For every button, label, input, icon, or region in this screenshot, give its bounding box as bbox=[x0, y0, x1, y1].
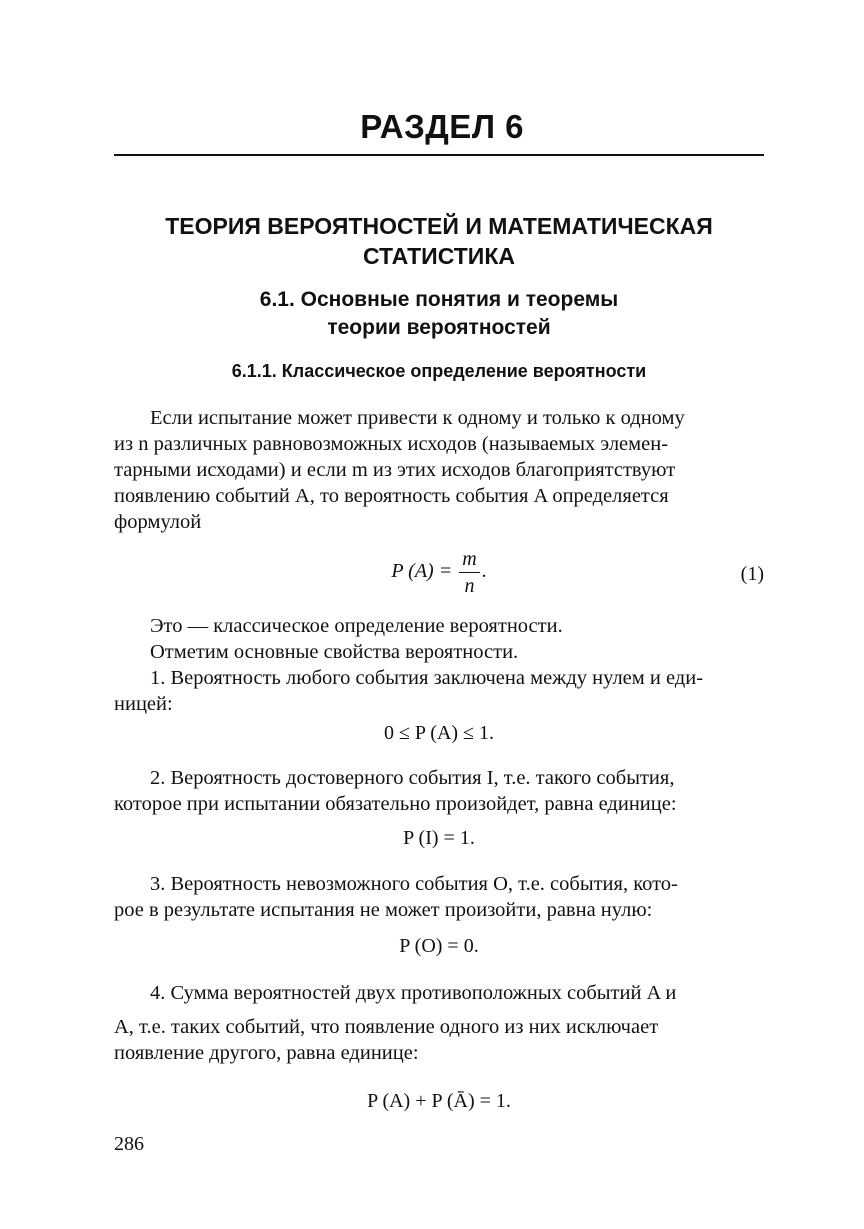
chapter-title-line-1: ТЕОРИЯ ВЕРОЯТНОСТЕЙ И МАТЕМАТИЧЕСКАЯ bbox=[165, 213, 713, 239]
subchapter-title bbox=[114, 286, 764, 342]
para1-line-5: формулой bbox=[114, 511, 202, 533]
prop4-line-1: 4. Сумма вероятностей двух противоположных событий A и bbox=[150, 982, 677, 1004]
formula-classical-probability bbox=[114, 546, 764, 599]
subsection-title: 6.1.1. Классическое определение вероятности bbox=[231, 361, 647, 381]
section-heading: РАЗДЕЛ 6 bbox=[360, 108, 524, 145]
formula-certain-event: P (I) = 1. bbox=[403, 827, 475, 849]
property-2 bbox=[114, 765, 764, 817]
para1-line-2: из n различных равновозможных исходов (называемых элемен- bbox=[114, 433, 669, 455]
subchapter-title-line-1: 6.1. Основные понятия и теоремы bbox=[259, 288, 619, 311]
text-properties-intro: Отметим основные свойства вероятности. bbox=[150, 641, 519, 663]
prop1-line-2: ницей: bbox=[114, 693, 173, 715]
property-3 bbox=[114, 871, 764, 923]
text-classic-definition: Это — классическое определение вероятности. bbox=[150, 615, 563, 637]
prop3-line-2: рое в результате испытания не может произойти, равна нулю: bbox=[114, 899, 653, 921]
para1-line-3: тарными исходами) и если m из этих исходов благоприятствуют bbox=[114, 459, 676, 481]
property-4 bbox=[114, 980, 764, 1066]
para1-line-1: Если испытание может привести к одному и только к одному bbox=[150, 407, 685, 429]
prop3-line-1: 3. Вероятность невозможного события O, т.е. события, кото- bbox=[150, 873, 678, 895]
subchapter-title-line-2: теории вероятностей bbox=[327, 316, 551, 339]
property-1 bbox=[114, 665, 764, 717]
formula-probability-bounds: 0 ≤ P (A) ≤ 1. bbox=[383, 722, 495, 744]
formula1-fraction bbox=[459, 546, 479, 599]
formula-impossible-event: P (O) = 0. bbox=[399, 935, 479, 957]
para1-line-4: появлению событий A, то вероятность события A определяется bbox=[114, 485, 669, 507]
prop1-line-1: 1. Вероятность любого события заключена между нулем и еди- bbox=[150, 667, 704, 689]
equation-number: (1) bbox=[740, 563, 764, 585]
chapter-title-line-2: СТАТИСТИКА bbox=[363, 243, 515, 269]
page-number: 286 bbox=[114, 1133, 144, 1155]
prop4-line-3: появление другого, равна единице: bbox=[114, 1042, 419, 1064]
formula1-denominator: n bbox=[464, 575, 475, 597]
formula1-tail: . bbox=[481, 560, 487, 583]
heading-rule bbox=[114, 154, 764, 156]
formula1-lhs: P (A) = bbox=[391, 560, 453, 583]
prop4-line-2: A, т.е. таких событий, что появление одного из них исключает bbox=[114, 1016, 659, 1038]
prop2-line-2: которое при испытании обязательно произойдет, равна единице: bbox=[114, 793, 677, 815]
formula-complementary-events: P (A) + P (Ā) = 1. bbox=[367, 1090, 511, 1112]
definition-paragraph bbox=[114, 405, 764, 535]
prop2-line-1: 2. Вероятность достоверного события I, т.е. такого события, bbox=[150, 767, 675, 789]
chapter-title bbox=[114, 211, 764, 271]
formula1-numerator: m bbox=[459, 546, 479, 573]
